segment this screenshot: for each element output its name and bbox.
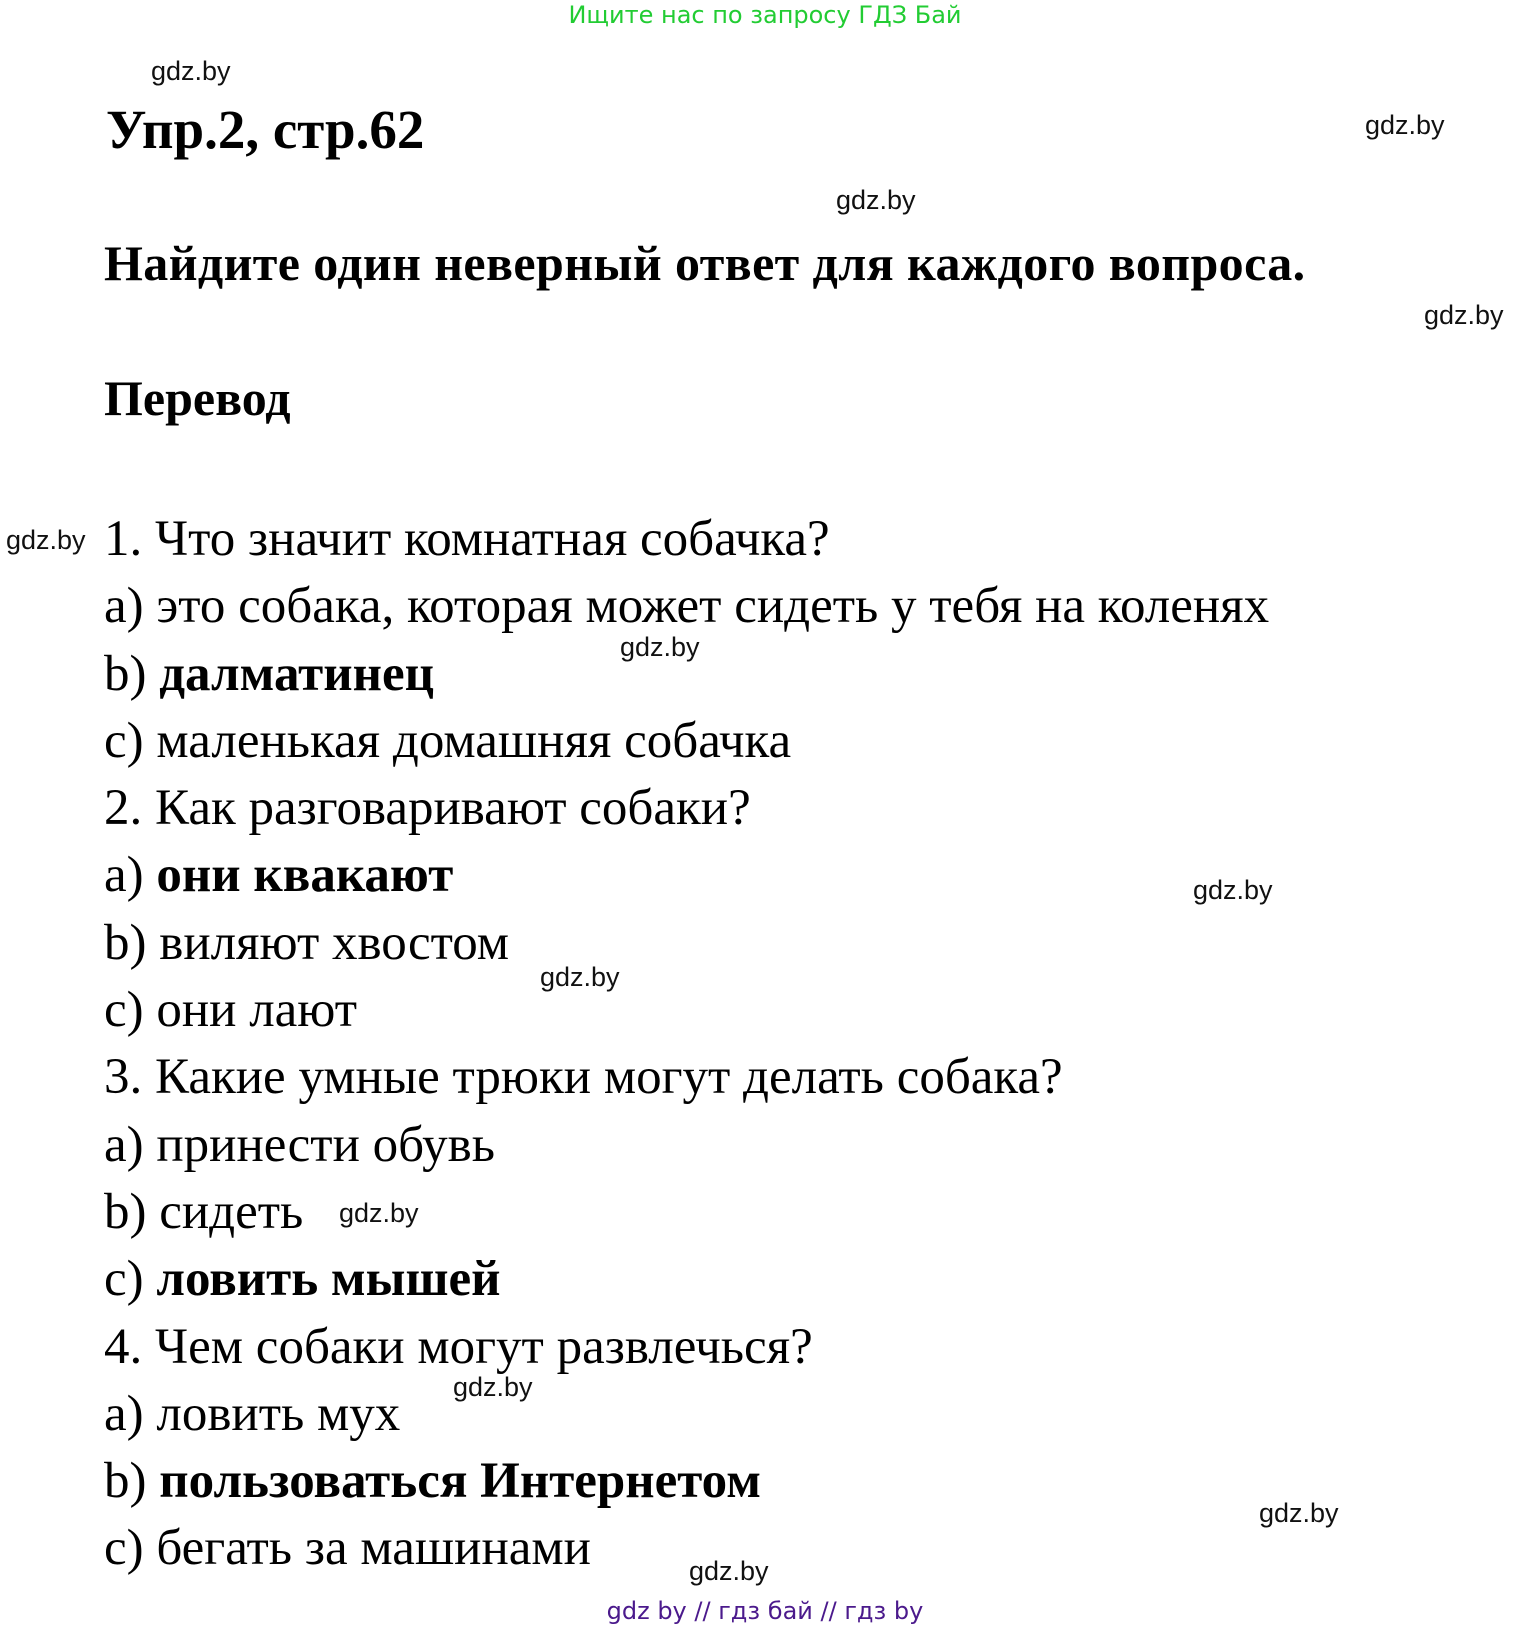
watermark: gdz.by	[540, 962, 620, 992]
questions-list	[104, 506, 1269, 1583]
watermark: gdz.by	[151, 56, 231, 86]
translation-heading: Перевод	[104, 370, 291, 426]
watermark: gdz.by	[689, 1556, 769, 1586]
wrong-answer: они квакают	[156, 847, 454, 904]
watermark: gdz.by	[620, 632, 700, 662]
question-1: 1. Что значит комнатная собачка?	[104, 511, 830, 567]
footer-links: gdz by // гдз бай // гдз by	[606, 1597, 924, 1625]
watermark: gdz.by	[339, 1198, 419, 1228]
answer-4a: a) ловить мух	[104, 1385, 401, 1442]
watermark: gdz.by	[453, 1372, 533, 1402]
watermark: gdz.by	[1424, 300, 1504, 330]
wrong-answer: далматинец	[159, 645, 435, 702]
watermark: gdz.by	[1193, 875, 1273, 905]
watermark: gdz.by	[1259, 1498, 1339, 1528]
answer-4b: b) пользоваться Интернетом	[104, 1453, 761, 1510]
search-banner: Ищите нас по запросу ГДЗ Бай	[568, 1, 962, 29]
watermark: gdz.by	[6, 525, 86, 555]
question-2: 2. Как разговаривают собаки?	[104, 780, 751, 837]
page-title: Упр.2, стр.62	[106, 99, 425, 160]
wrong-answer: ловить мышей	[156, 1251, 501, 1308]
answer-2a: a) они квакают	[104, 847, 454, 904]
watermark: gdz.by	[1365, 110, 1445, 140]
answer-1a: a) это собака, которая может сидеть у тебя на коленях	[104, 578, 1270, 635]
answer-3c: c) ловить мышей	[104, 1251, 501, 1308]
wrong-answer: пользоваться Интернетом	[159, 1453, 761, 1510]
answer-1c: c) маленькая домашняя собачка	[104, 712, 792, 769]
answer-3b: b) сидеть	[104, 1183, 304, 1240]
question-3: 3. Какие умные трюки могут делать собака?	[104, 1049, 1063, 1106]
answer-3a: a) принести обувь	[104, 1116, 495, 1173]
answer-1b: b) далматинец	[104, 645, 435, 702]
answer-4c: c) бегать за машинами	[104, 1520, 591, 1577]
answer-2c: c) они лают	[104, 982, 358, 1039]
task-instruction: Найдите один неверный ответ для каждого вопроса.	[104, 235, 1306, 291]
watermark: gdz.by	[836, 185, 916, 215]
question-4: 4. Чем собаки могут развлечься?	[104, 1318, 813, 1375]
answer-2b: b) виляют хвостом	[104, 914, 510, 971]
